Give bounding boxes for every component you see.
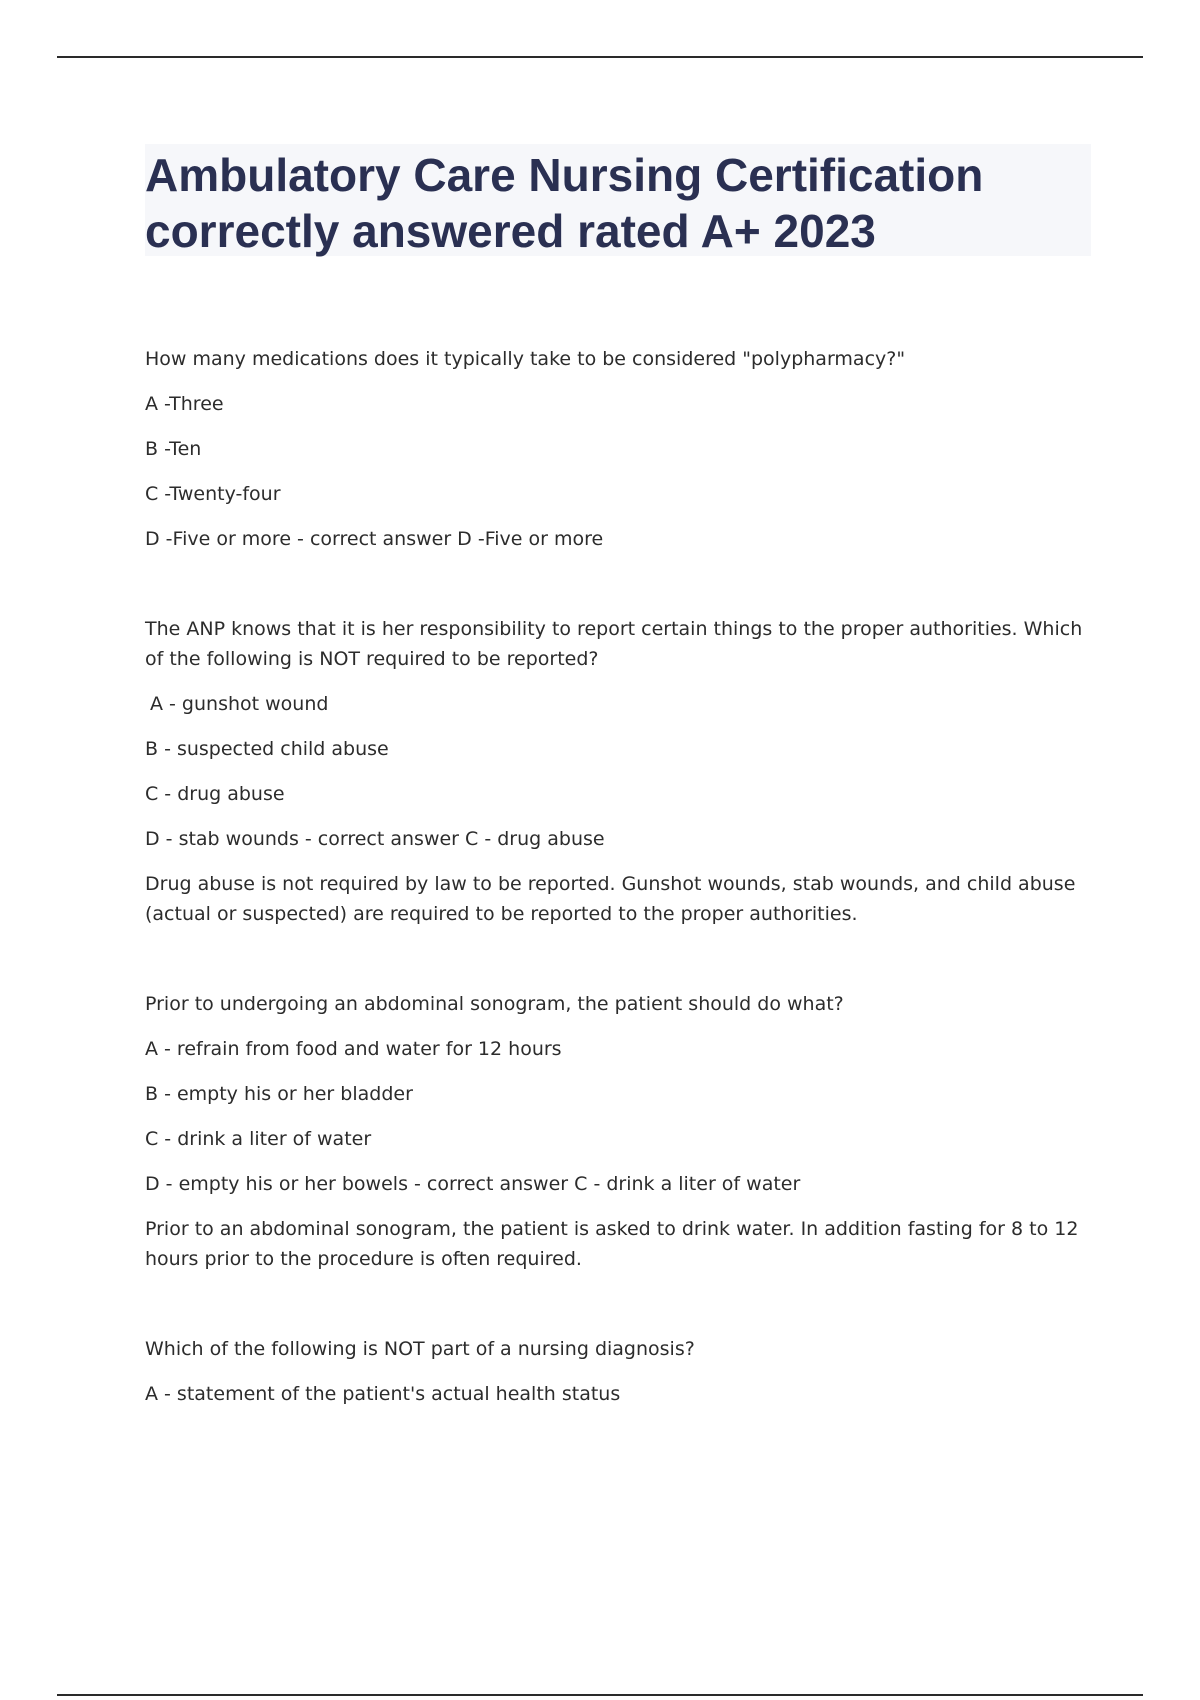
answer-explanation: Drug abuse is not required by law to be reported. Gunshot wounds, stab wounds, and child abuse (actual or suspected) are required to be reported to the proper authorities.	[145, 873, 1076, 925]
answer-option: A - statement of the patient's actual health status	[145, 1383, 621, 1405]
question-block-1	[145, 344, 1095, 554]
top-rule	[57, 56, 1143, 58]
question-text: Which of the following is NOT part of a nursing diagnosis?	[145, 1338, 695, 1360]
question-block-3	[145, 989, 1095, 1274]
answer-option: A -Three	[145, 393, 224, 415]
answer-option: A - gunshot wound	[150, 693, 329, 715]
bottom-rule	[57, 1694, 1143, 1696]
question-list	[145, 344, 1095, 1469]
answer-option: B - empty his or her bladder	[145, 1083, 413, 1105]
answer-option: C - drug abuse	[145, 783, 285, 805]
answer-option: C -Twenty-four	[145, 483, 281, 505]
question-block-2	[145, 614, 1095, 929]
answer-option: A - refrain from food and water for 12 hours	[145, 1038, 562, 1060]
answer-option-correct: D - stab wounds - correct answer C - drug abuse	[145, 828, 605, 850]
question-text: Prior to undergoing an abdominal sonogram, the patient should do what?	[145, 993, 844, 1015]
question-text: The ANP knows that it is her responsibility to report certain things to the proper authorities. Which of the following is NOT required to be reported?	[145, 618, 1083, 670]
document-title: Ambulatory Care Nursing Certification correctly answered rated A+ 2023	[145, 149, 984, 257]
answer-option: B -Ten	[145, 438, 202, 460]
answer-option-correct: D - empty his or her bowels - correct answer C - drink a liter of water	[145, 1173, 801, 1195]
answer-option: C - drink a liter of water	[145, 1128, 372, 1150]
answer-option: B - suspected child abuse	[145, 738, 389, 760]
answer-option-correct: D -Five or more - correct answer D -Five or more	[145, 528, 604, 550]
question-text: How many medications does it typically take to be considered "polypharmacy?"	[145, 348, 906, 370]
question-block-4	[145, 1334, 1095, 1409]
answer-explanation: Prior to an abdominal sonogram, the patient is asked to drink water. In addition fasting for 8 to 12 hours prior to the procedure is often required.	[145, 1218, 1079, 1270]
